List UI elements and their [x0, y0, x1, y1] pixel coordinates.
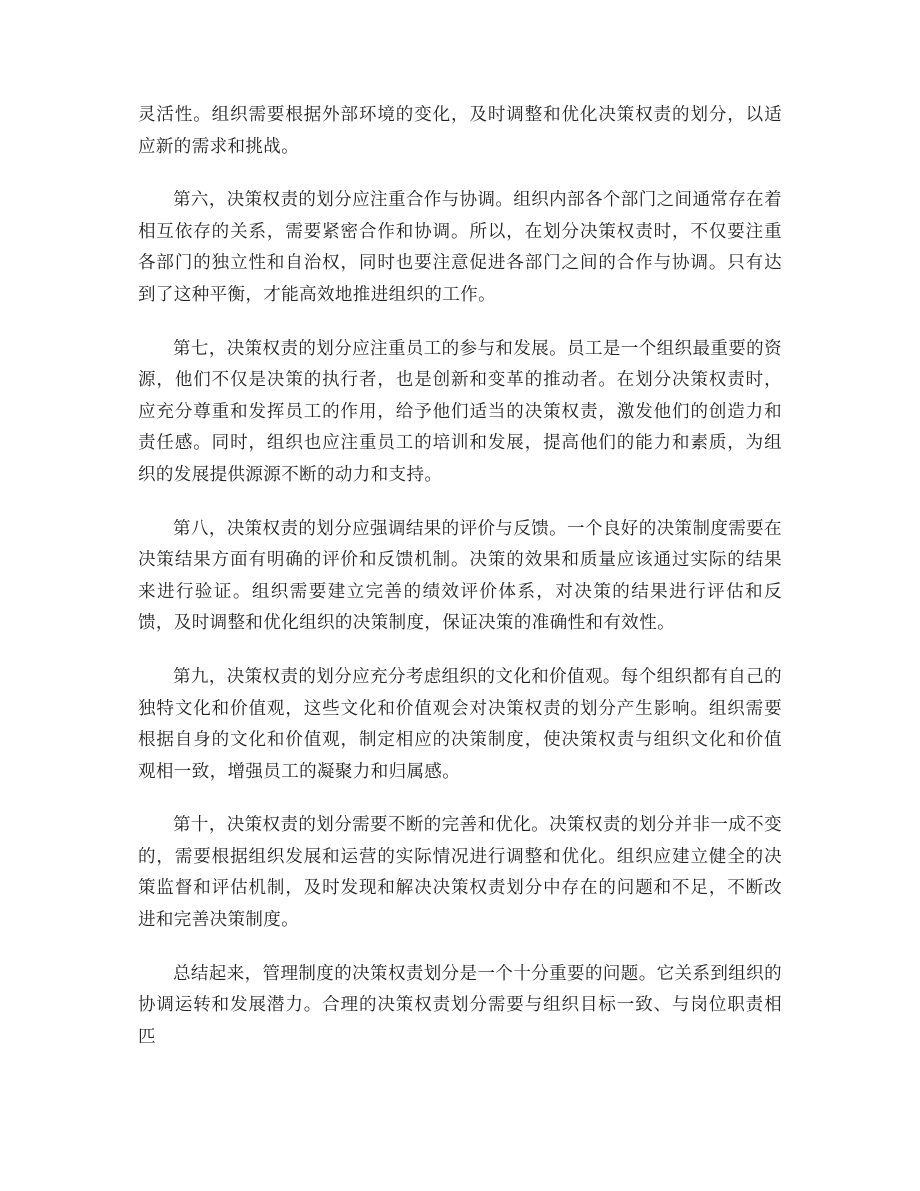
paragraph-seventh: 第七，决策权责的划分应注重员工的参与和发展。员工是一个组织最重要的资源，他们不仅是决策的执行者，也是创新和变革的推动者。在划分决策权责时，应充分尊重和发挥员工的作用，给予他们适当的决策权责，激发他们的创造力和责任感。同时，组织也应注重员工的培训和发展，提高他们的能力和素质，为组织的发展提供源源不断的动力和支持。: [138, 338, 782, 485]
paragraph-tenth: 第十，决策权责的划分需要不断的完善和优化。决策权责的划分并非一成不变的，需要根据组织发展和运营的实际情况进行调整和优化。组织应建立健全的决策监督和评估机制，及时发现和解决决策权责划分中存在的问题和不足，不断改进和完善决策制度。: [138, 815, 782, 931]
paragraph-continuation: 灵活性。组织需要根据外部环境的变化，及时调整和优化决策权责的划分，以适应新的需求和挑战。: [138, 105, 782, 157]
paragraph-summary: 总结起来，管理制度的决策权责划分是一个十分重要的问题。它关系到组织的协调运转和发展潜力。合理的决策权责划分需要与组织目标一致、与岗位职责相匹: [138, 963, 782, 1047]
paragraph-eighth: 第八，决策权责的划分应强调结果的评价与反馈。一个良好的决策制度需要在决策结果方面有明确的评价和反馈机制。决策的效果和质量应该通过实际的结果来进行验证。组织需要建立完善的绩效评价体系，对决策的结果进行评估和反馈，及时调整和优化组织的决策制度，保证决策的准确性和有效性。: [138, 518, 782, 634]
paragraph-sixth: 第六，决策权责的划分应注重合作与协调。组织内部各个部门之间通常存在着相互依存的关系，需要紧密合作和协调。所以，在划分决策权责时，不仅要注重各部门的独立性和自治权，同时也要注意促进各部门之间的合作与协调。只有达到了这种平衡，才能高效地推进组织的工作。: [138, 190, 782, 305]
paragraph-ninth: 第九，决策权责的划分应充分考虑组织的文化和价值观。每个组织都有自己的独特文化和价值观，这些文化和价值观会对决策权责的划分产生影响。组织需要根据自身的文化和价值观，制定相应的决策制度，使决策权责与组织文化和价值观相一致，增强员工的凝聚力和归属感。: [138, 666, 782, 782]
